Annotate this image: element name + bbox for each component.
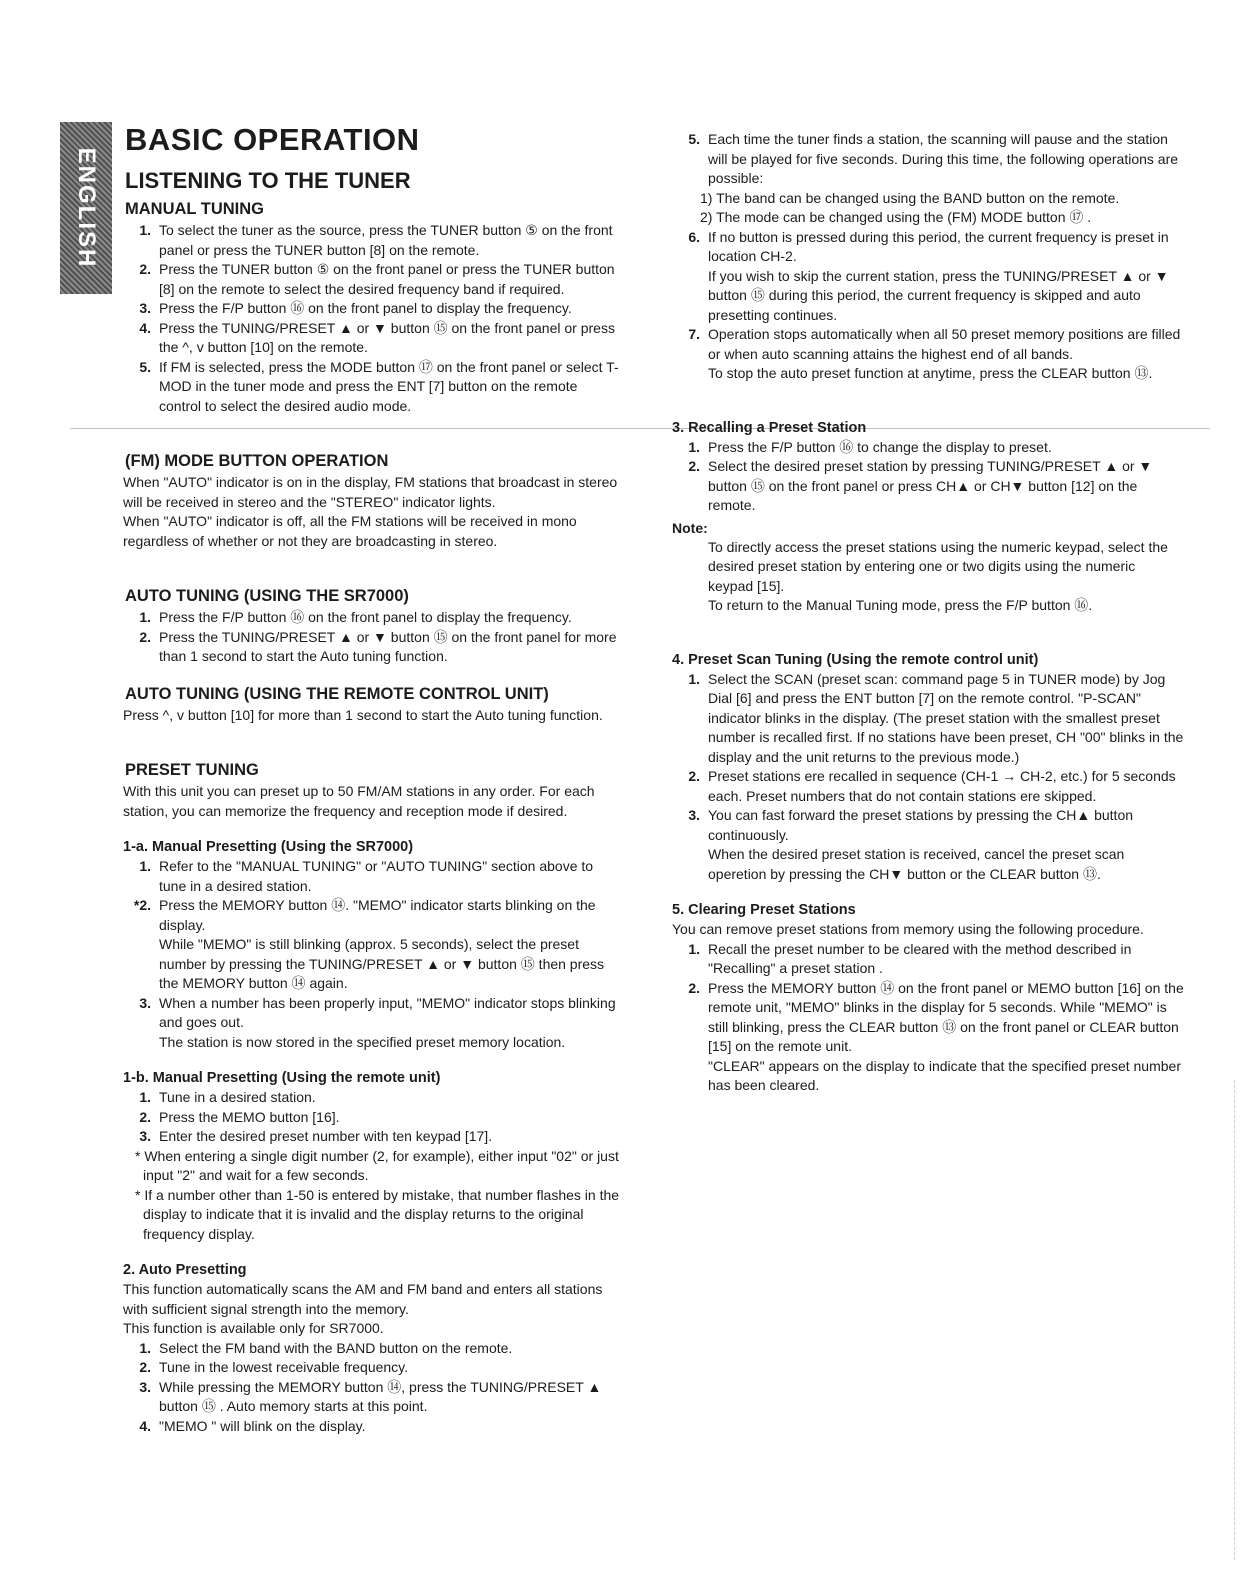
- list-item: 2. Press the TUNER button ⑤ on the front panel or press the TUNER button [8] on the remote to select the desired frequency band if required.: [139, 261, 615, 297]
- list-item: 5. If FM is selected, press the MODE button ⑰ on the front panel or select T-MOD in the tuner mode and press the ENT [7] button on the remote control to select the desired audio mode.: [139, 358, 619, 414]
- list-item: 1. To select the tuner as the source, press the TUNER button ⑤ on the front panel or press the TUNER button [8] on the remote.: [139, 222, 613, 258]
- list-item: 1. Press the F/P button ⑯ to change the display to preset.: [688, 438, 1052, 455]
- list-item: 5. Each time the tuner finds a station, the scanning will pause and the station will be played for five seconds. During this time, the following operations are possible:: [688, 131, 1179, 186]
- page-title: BASIC OPERATION: [125, 122, 420, 157]
- list-item: 6. If no button is pressed during this period, the current frequency is preset in location CH-2.: [688, 228, 1169, 264]
- paragraph: To return to the Manual Tuning mode, press the F/P button ⑯.: [708, 597, 1093, 613]
- list-item-continuation: To stop the auto preset function at anytime, press the CLEAR button ⑬.: [708, 365, 1153, 381]
- paragraph: When "AUTO" indicator is on in the display, FM stations that broadcast in stereo will be received in stereo and the "STEREO" indicator lights.: [123, 474, 618, 510]
- manual-tuning-list: [123, 221, 623, 416]
- scan-edge-line: [1234, 1080, 1236, 1560]
- list-item: 3. Enter the desired preset number with ten keypad [17].: [139, 1128, 493, 1144]
- right-column: [672, 130, 1184, 1096]
- heading-recalling-preset: 3. Recalling a Preset Station: [672, 419, 867, 436]
- paragraph: You can remove preset stations from memory using the following procedure.: [672, 921, 1144, 937]
- list-item: 3. Press the F/P button ⑯ on the front panel to display the frequency.: [139, 300, 572, 316]
- heading-auto-tuning-remote: AUTO TUNING (USING THE REMOTE CONTROL UNIT): [125, 684, 549, 703]
- heading-auto-presetting: 2. Auto Presetting: [123, 1262, 247, 1278]
- list-item: 3. While pressing the MEMORY button ⑭, press the TUNING/PRESET ▲ button ⑮ . Auto memory starts at this point.: [139, 1378, 602, 1414]
- sub-list-item: 1) The band can be changed using the BAND button on the remote.: [700, 189, 1120, 206]
- footnote: * When entering a single digit number (2, for example), either input "02" or just input "2" and wait for a few seconds.: [135, 1147, 619, 1183]
- heading-auto-tuning-sr7000: AUTO TUNING (USING THE SR7000): [125, 587, 409, 605]
- list-item: 2. Press the MEMO button [16].: [139, 1108, 340, 1125]
- list-item: 1. Tune in a desired station.: [139, 1089, 316, 1105]
- sub-list-item: 2) The mode can be changed using the (FM) MODE button ⑰ .: [700, 209, 1092, 225]
- list-item-continuation: When the desired preset station is received, cancel the preset scan operetion by pressing the CH▼ button or the CLEAR button ⑬.: [708, 846, 1125, 882]
- list-item: 1. Select the FM band with the BAND button on the remote.: [139, 1339, 513, 1356]
- note-label: Note:: [672, 519, 708, 536]
- list-item: 2. Select the desired preset station by pressing TUNING/PRESET ▲ or ▼ button ⑮ on the front panel or press CH▲ or CH▼ button [12] on the remote.: [688, 458, 1153, 513]
- heading-preset-scan: 4. Preset Scan Tuning (Using the remote control unit): [672, 651, 1039, 668]
- list-item: 4. Press the TUNING/PRESET ▲ or ▼ button ⑮ on the front panel or press the ^, v button [10] on the remote.: [139, 319, 615, 355]
- heading-preset-tuning: PRESET TUNING: [125, 761, 259, 779]
- list-item: 2. Preset stations ere recalled in sequence (CH-1 → CH-2, etc.) for 5 seconds each. Preset numbers that do not contain stations ere skipped.: [688, 768, 1176, 804]
- list-item-continuation: While "MEMO" is still blinking (approx. 5 seconds), select the preset number by pressing the TUNING/PRESET ▲ or ▼ button ⑮ then press the MEMORY button ⑭ again.: [159, 936, 605, 991]
- paragraph: This function automatically scans the AM and FM band and enters all stations with sufficient signal strength into the memory.: [123, 1281, 603, 1317]
- list-item: *2. Press the MEMORY button ⑭. "MEMO" indicator starts blinking on the display.: [133, 897, 596, 933]
- paragraph: With this unit you can preset up to 50 FM/AM stations in any order. For each station, you can memorize the frequency and reception mode if desired.: [123, 783, 595, 819]
- list-item: 1. Refer to the "MANUAL TUNING" or "AUTO TUNING" section above to tune in a desired station.: [139, 858, 594, 894]
- left-column: [123, 122, 623, 1436]
- list-item: 1. Press the F/P button ⑯ on the front panel to display the frequency.: [139, 609, 572, 625]
- heading-clearing-preset: 5. Clearing Preset Stations: [672, 902, 856, 918]
- section-title-tuner: LISTENING TO THE TUNER: [125, 168, 411, 193]
- list-item-continuation: "CLEAR" appears on the display to indicate that the specified preset number has been cleared.: [708, 1057, 1181, 1093]
- paragraph: Press ^, v button [10] for more than 1 second to start the Auto tuning function.: [123, 706, 603, 723]
- list-item-continuation: If you wish to skip the current station, press the TUNING/PRESET ▲ or ▼ button ⑮ during this period, the current frequency is skipped and auto presetting continues.: [708, 267, 1169, 323]
- heading-manual-tuning: MANUAL TUNING: [125, 200, 265, 218]
- paragraph: To directly access the preset stations using the numeric keypad, select the desired preset station by entering one or two digits using the numeric keypad [15].: [708, 538, 1168, 594]
- list-item: 2. Tune in the lowest receivable frequency.: [139, 1359, 409, 1375]
- list-item: 4. "MEMO " will blink on the display.: [139, 1417, 366, 1434]
- paragraph: When "AUTO" indicator is off, all the FM stations will be received in mono regardless of whether or not they are broadcasting in stereo.: [123, 513, 577, 549]
- language-tab-label: ENGLISH: [73, 147, 100, 269]
- heading-manual-presetting-remote: 1-b. Manual Presetting (Using the remote unit): [123, 1070, 441, 1086]
- list-item: 2. Press the TUNING/PRESET ▲ or ▼ button ⑮ on the front panel for more than 1 second to start the Auto tuning function.: [139, 628, 617, 664]
- note-text: [672, 538, 1184, 616]
- list-item: 3. You can fast forward the preset stations by pressing the CH▲ button continuously.: [688, 807, 1134, 843]
- list-item: 1. Select the SCAN (preset scan: command page 5 in TUNER mode) by Jog Dial [6] and press the ENT button [7] on the remote control. "P-SCAN" indicator blinks in the display. (The preset station with the smallest preset number is recalled first. If no stations have been preset, CH "00" blinks in the display and the unit returns to the previous mode.): [688, 670, 1184, 765]
- heading-fm-mode: (FM) MODE BUTTON OPERATION: [125, 452, 389, 470]
- list-item: 1. Recall the preset number to be cleared with the method described in "Recalling" a preset station .: [688, 940, 1132, 976]
- heading-manual-presetting-sr7000: 1-a. Manual Presetting (Using the SR7000): [123, 839, 414, 855]
- list-item: 3. When a number has been properly input, "MEMO" indicator stops blinking and goes out.: [139, 994, 616, 1030]
- list-item-continuation: The station is now stored in the specified preset memory location.: [159, 1033, 566, 1050]
- paragraph: This function is available only for SR7000.: [123, 1320, 384, 1336]
- language-tab: [60, 122, 112, 294]
- footnote: * If a number other than 1-50 is entered by mistake, that number flashes in the display to indicate that it is invalid and the display returns to the original frequency display.: [135, 1186, 620, 1242]
- list-item: 7. Operation stops automatically when all 50 preset memory positions are filled or when auto scanning attains the highest end of all bands.: [688, 326, 1181, 362]
- list-item: 2. Press the MEMORY button ⑭ on the front panel or MEMO button [16] on the remote unit, "MEMO" blinks in the display for 5 seconds. While "MEMO" is still blinking, press the CLEAR button ⑬ on the front panel or CLEAR button [15] on the remote unit.: [688, 979, 1184, 1054]
